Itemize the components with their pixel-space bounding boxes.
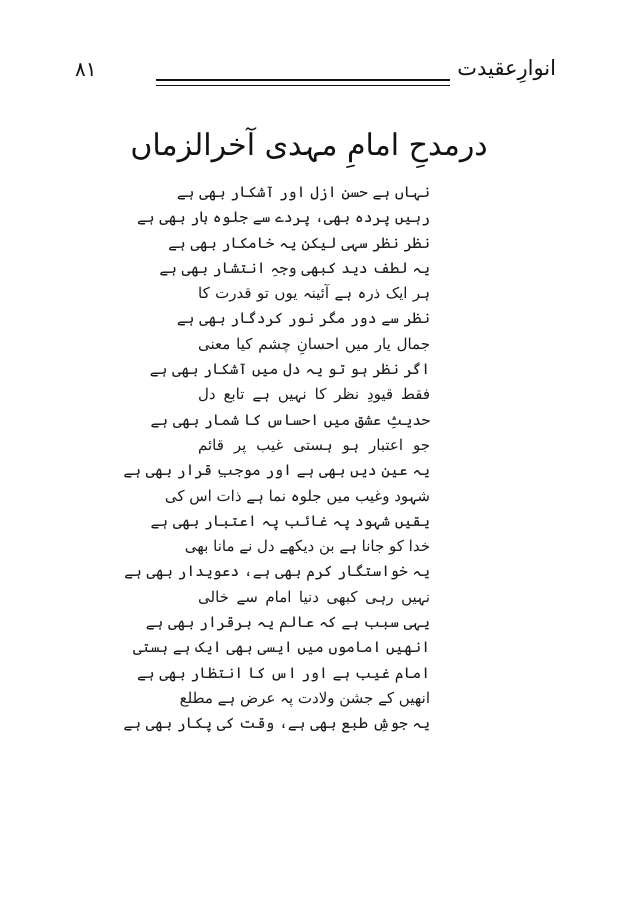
verse-line: نہیں رہی کبھی دنیا امام سے خالی bbox=[198, 587, 430, 606]
verse-line: یہ عین دیں بھی ہے اور موجبِ قرار بھی ہے bbox=[123, 461, 430, 480]
verse-line: جو اعتبار ہو ہستی غیب پر قائم bbox=[198, 435, 430, 454]
verse-line: نظر سے دور مگر نور کردگار بھی ہے bbox=[176, 309, 430, 328]
page-number: ۸۱ bbox=[75, 57, 97, 81]
header-rule-thick bbox=[156, 79, 450, 81]
verse-line: نظر نظر سہی لیکن یہ خامکار بھی ہے bbox=[168, 233, 430, 252]
verse-line: یقیں شہود پہ غائب پہ اعتبار بھی ہے bbox=[150, 511, 430, 530]
verse-line: امام غیب ہے اور اس کا انتظار بھی ہے bbox=[136, 663, 430, 682]
verse-line: نہاں ہے حسن ازل اور آشکار بھی ہے bbox=[176, 183, 430, 201]
header-rule-thin bbox=[156, 85, 450, 86]
verse-line: شہود وغیب میں جلوہ نما ہے ذات اس کی bbox=[164, 486, 430, 505]
verse-line: فقط قیودِ نظر کا نہیں ہے تابع دل bbox=[198, 385, 430, 404]
page-header bbox=[0, 0, 618, 100]
verse-line: ہر ایک ذرہ ہے آئینہ یوں تو قدرت کا bbox=[198, 284, 430, 303]
poem-body bbox=[123, 180, 430, 737]
poem-title: درمدحِ امامِ مہدی آخرالزماں bbox=[130, 128, 488, 163]
verse-line: یہ خواستگار کرم بھی ہے، دعویدار بھی ہے bbox=[124, 562, 430, 581]
verse-line: حدیثِ عشق میں احساس کا شمار بھی ہے bbox=[150, 410, 430, 429]
verse-line: یہ جوشِ طبع بھی ہے، وقت کی پکار بھی ہے bbox=[123, 714, 430, 733]
verse-line: اگر نظر ہو تو یہ دل میں آشکار بھی ہے bbox=[149, 360, 430, 379]
verse-line: یہی سبب ہے کہ عالم یہ برقرار بھی ہے bbox=[145, 613, 430, 632]
verse-line: جمال یار میں احسانِ چشم کیا معنی bbox=[198, 334, 430, 353]
verse-line: رہیں پردہ بھی، پردے سے جلوہ بار بھی ہے bbox=[136, 208, 430, 227]
verse-line: انھیں کے جشن ولادت پہ عرض ہے مطلع bbox=[179, 688, 430, 707]
verse-line: یہ لطف دید کبھی وجہِ انتشار بھی ہے bbox=[159, 258, 430, 277]
verse-line: خدا کو جانا ہے بن دیکھے دل نے مانا بھی bbox=[184, 537, 430, 556]
book-title: انوارِعقیدت bbox=[457, 56, 556, 80]
verse-line: انھیں اماموں میں ایسی بھی ایک ہے ہستی bbox=[132, 638, 430, 657]
